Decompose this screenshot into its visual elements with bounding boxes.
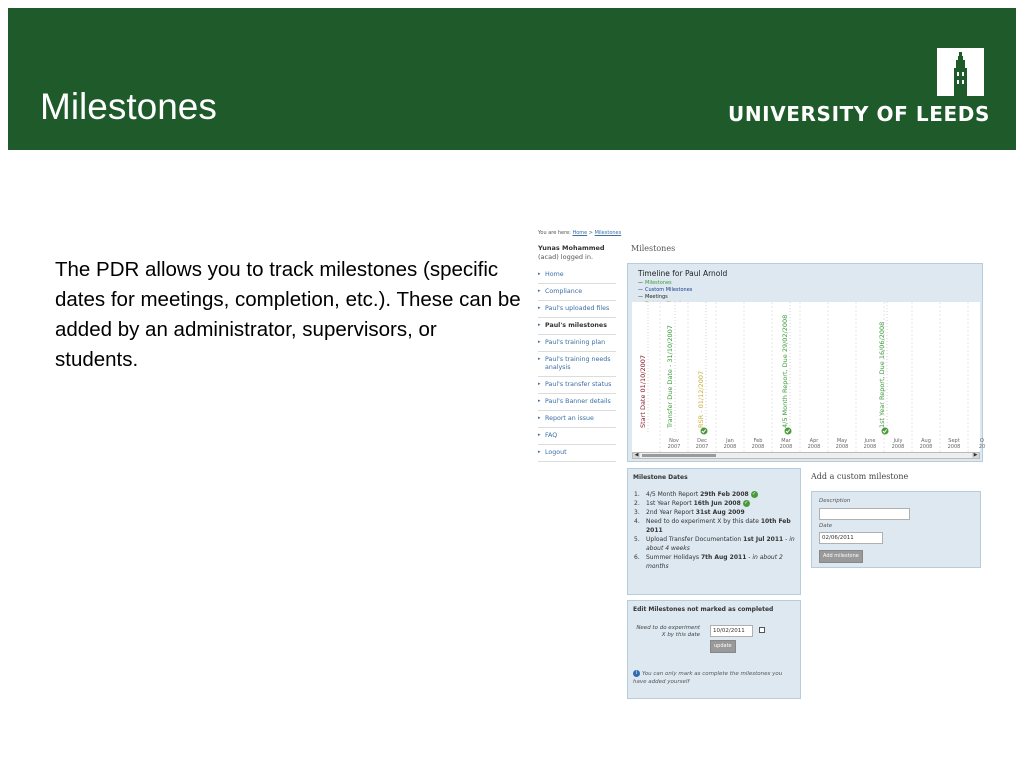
edit-milestones-panel bbox=[627, 600, 801, 699]
milestone-number: 6. bbox=[634, 554, 640, 561]
scroll-thumb[interactable] bbox=[642, 454, 716, 457]
milestone-dates-panel bbox=[627, 468, 801, 595]
breadcrumb bbox=[538, 230, 621, 236]
milestone-text: 4/5 Month Report bbox=[646, 491, 699, 498]
event-label: Start Date 01/10/2007 bbox=[639, 354, 647, 428]
sidebar-item[interactable]: ▸ Logout bbox=[538, 445, 616, 462]
description-input[interactable] bbox=[819, 508, 910, 520]
sidebar-item[interactable]: ▸ Paul's uploaded files bbox=[538, 301, 616, 318]
month-label: July bbox=[893, 438, 903, 444]
add-milestone-heading: Add a custom milestone bbox=[811, 472, 909, 481]
event-label: RSR - 01/12/2007 bbox=[697, 370, 705, 428]
legend-item bbox=[638, 280, 692, 287]
month-year-label: 2008 bbox=[835, 444, 849, 450]
milestone-text: Upload Transfer Documentation bbox=[646, 536, 742, 543]
sidebar-item[interactable]: ▸ FAQ bbox=[538, 428, 616, 445]
month-label: Mar bbox=[781, 438, 791, 444]
sidebar-item[interactable]: ▸ Paul's training plan bbox=[538, 335, 616, 352]
add-milestone-panel bbox=[811, 491, 981, 568]
check-icon: ✓ bbox=[744, 500, 749, 506]
date-input[interactable]: 02/06/2011 bbox=[819, 532, 883, 544]
milestone-date: 31st Aug 2009 bbox=[695, 509, 745, 516]
add-milestone-button[interactable]: Add milestone bbox=[819, 550, 863, 563]
milestone-dates-title: Milestone Dates bbox=[633, 474, 688, 481]
timeline-svg bbox=[632, 302, 986, 452]
month-year-label: 2008 bbox=[779, 444, 793, 450]
milestone-date-item bbox=[634, 508, 796, 517]
month-label: O bbox=[980, 438, 984, 444]
edit-item-label: Need to do experiment X by this date bbox=[636, 625, 700, 638]
milestone-text: 1st Year Report bbox=[646, 500, 692, 507]
legend-label: Meetings bbox=[645, 294, 668, 300]
breadcrumb-separator: > bbox=[588, 230, 593, 236]
sidebar-item[interactable]: ▸ Paul's training needs analysis bbox=[538, 352, 616, 377]
milestone-date: 10th Feb 2011 bbox=[646, 518, 791, 534]
month-year-label: 2008 bbox=[751, 444, 765, 450]
month-label: Jan bbox=[726, 438, 734, 444]
milestone-number: 2. bbox=[634, 500, 640, 507]
milestones-heading: Milestones bbox=[631, 244, 676, 253]
breadcrumb-prefix: You are here: bbox=[538, 230, 571, 236]
legend-dash: — bbox=[638, 294, 643, 300]
sidebar-item[interactable]: ▸ Paul's Banner details bbox=[538, 394, 616, 411]
event-label: Transfer Due Date - 31/10/2007 bbox=[666, 325, 674, 428]
intro-paragraph: The PDR allows you to track milestones (specific dates for meetings, completion, etc.). These can be added by an administrator, supervisors, or students. bbox=[55, 258, 521, 371]
sidebar-item[interactable]: ▸ Paul's transfer status bbox=[538, 377, 616, 394]
month-year-label: 2007 bbox=[695, 444, 709, 450]
university-name: UNIVERSITY OF LEEDS bbox=[728, 102, 990, 126]
edit-item-date-input[interactable]: 10/02/2011 bbox=[710, 625, 753, 637]
month-year-label: 2008 bbox=[807, 444, 821, 450]
month-label: Dec bbox=[697, 438, 707, 444]
timeline-chart bbox=[632, 302, 986, 452]
legend-dash: — bbox=[638, 280, 643, 286]
milestone-text: Summer Holidays bbox=[646, 554, 700, 561]
sidebar-item[interactable]: ▸ Home bbox=[538, 267, 616, 284]
milestone-note: in about 4 weeks bbox=[646, 536, 795, 552]
user-name: Yunas Mohammed bbox=[538, 244, 605, 252]
milestone-note: in about 2 months bbox=[646, 554, 783, 570]
month-label: Apr bbox=[809, 438, 819, 444]
breadcrumb-current[interactable]: Milestones bbox=[594, 230, 622, 236]
edit-info-text: You can only mark as complete the milestones you have added yourself bbox=[633, 671, 783, 685]
month-label: June bbox=[864, 438, 876, 444]
event-label: 1st Year Report, Due 16/06/2008 bbox=[878, 321, 886, 428]
milestone-number: 4. bbox=[634, 518, 640, 525]
timeline-title: Timeline for Paul Arnold bbox=[638, 269, 728, 278]
slide-title: Milestones bbox=[40, 86, 217, 127]
month-label: May bbox=[836, 438, 848, 444]
milestone-date: 16th Jun 2008 bbox=[693, 500, 741, 507]
milestone-date-item bbox=[634, 499, 796, 508]
sidebar-item[interactable]: ▸ Report an issue bbox=[538, 411, 616, 428]
description-label: Description bbox=[819, 498, 851, 504]
legend-label: Milestones bbox=[645, 280, 672, 286]
update-button[interactable]: update bbox=[710, 640, 736, 653]
month-label: Nov bbox=[669, 438, 679, 444]
timeline-panel bbox=[627, 263, 986, 462]
timeline-scrollbar[interactable] bbox=[632, 452, 980, 459]
scroll-left-arrow-icon[interactable]: ◀ bbox=[634, 452, 639, 458]
month-label: Sept bbox=[948, 438, 960, 444]
month-label: Aug bbox=[921, 438, 931, 444]
mark-complete-checkbox[interactable] bbox=[759, 627, 765, 633]
date-label: Date bbox=[819, 523, 833, 529]
sidebar-item[interactable]: ▸ Compliance bbox=[538, 284, 616, 301]
milestone-number: 5. bbox=[634, 536, 640, 543]
milestone-number: 1. bbox=[634, 491, 640, 498]
check-icon: ✓ bbox=[752, 491, 757, 497]
month-year-label: 2008 bbox=[891, 444, 905, 450]
sidebar-nav bbox=[538, 267, 616, 462]
user-status: (acad) logged in. bbox=[538, 253, 594, 261]
month-year-label: 20 bbox=[978, 444, 986, 450]
breadcrumb-home[interactable]: Home bbox=[572, 230, 588, 236]
legend-dash: — bbox=[638, 287, 643, 293]
milestone-date-item bbox=[634, 490, 796, 499]
legend-item bbox=[638, 294, 692, 301]
milestone-date: 1st Jul 2011 bbox=[743, 536, 784, 543]
event-label: 4/5 Month Report, Due 29/02/2008 bbox=[781, 314, 789, 428]
milestone-date-item: 5. Upload Transfer Documentation 1st Jul 2011 - in about 4 weeks bbox=[634, 536, 795, 552]
month-year-label: 2008 bbox=[723, 444, 737, 450]
info-icon: i bbox=[633, 670, 640, 677]
scroll-right-arrow-icon[interactable]: ▶ bbox=[973, 452, 978, 458]
sidebar-item[interactable]: ▸ Paul's milestones bbox=[538, 318, 616, 335]
month-year-label: 2007 bbox=[667, 444, 681, 450]
milestone-date: 29th Feb 2008 bbox=[700, 491, 749, 498]
header-banner bbox=[8, 8, 1016, 150]
month-year-label: 2008 bbox=[863, 444, 877, 450]
month-label: Feb bbox=[753, 438, 763, 444]
milestone-date: 7th Aug 2011 bbox=[700, 554, 747, 561]
milestone-date-item bbox=[634, 517, 796, 535]
milestone-date-item: 6. Summer Holidays 7th Aug 2011 - in about 2 months bbox=[634, 554, 783, 570]
university-crest-icon bbox=[937, 48, 984, 96]
milestone-text: Need to do experiment X by this date bbox=[646, 518, 759, 525]
month-year-label: 2008 bbox=[919, 444, 933, 450]
legend-item bbox=[638, 287, 692, 294]
edit-info-note bbox=[633, 670, 797, 686]
pdr-screenshot bbox=[535, 226, 987, 704]
legend-label: Custom Milestones bbox=[645, 287, 693, 293]
milestone-text: 2nd Year Report bbox=[646, 509, 694, 516]
milestone-number: 3. bbox=[634, 509, 640, 516]
edit-milestones-title: Edit Milestones not marked as completed bbox=[633, 606, 774, 613]
month-year-label: 2008 bbox=[947, 444, 961, 450]
milestone-dates-list bbox=[634, 490, 796, 571]
